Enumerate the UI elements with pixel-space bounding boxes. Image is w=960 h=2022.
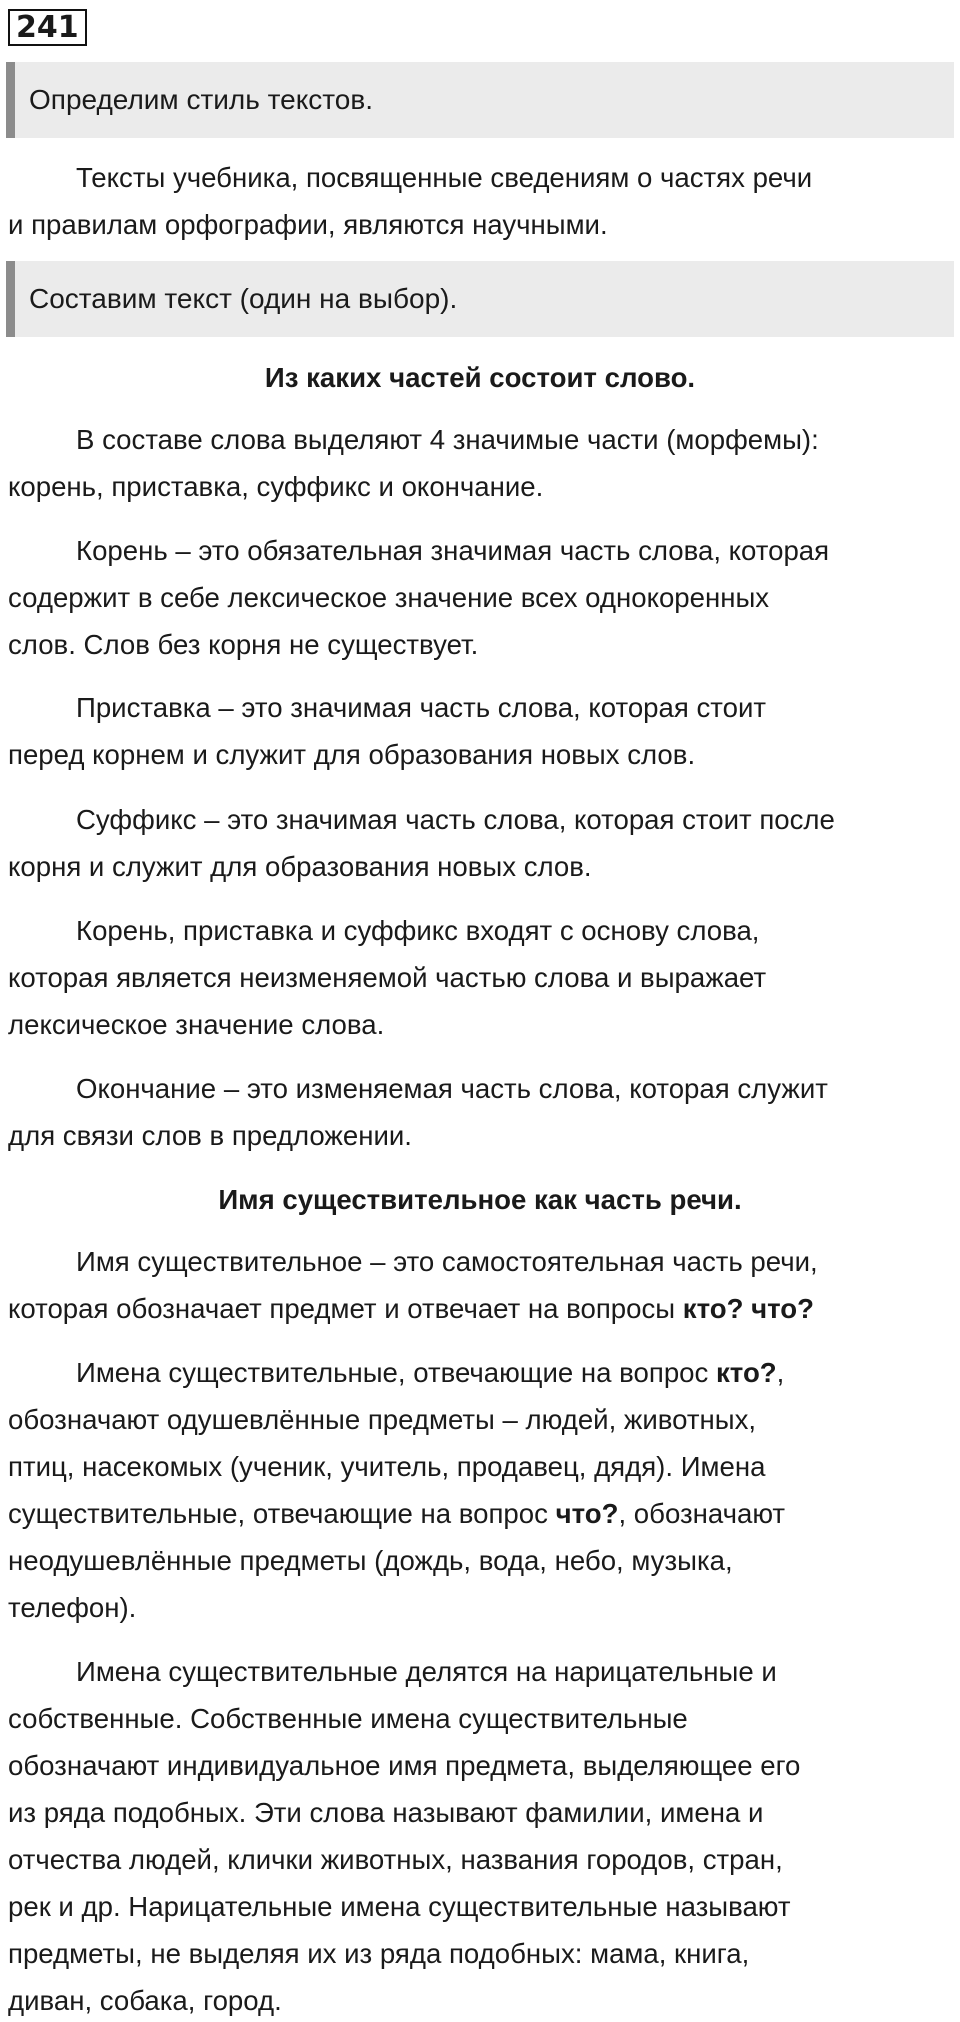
- text-line: лексическое значение слова.: [8, 1009, 385, 1040]
- task-number-box: [8, 9, 87, 46]
- text-run: , обозначают: [618, 1498, 786, 1529]
- text-line: Имена существительные делятся на нарицательные и: [76, 1656, 777, 1687]
- bold-questions: кто? что?: [682, 1293, 814, 1324]
- text-line: [76, 1359, 784, 1387]
- text-line: Суффикс – это значимая часть слова, которая стоит после: [76, 804, 835, 835]
- text-line: слов. Слов без корня не существует.: [8, 629, 479, 660]
- section-heading-noun: Имя существительное как часть речи.: [218, 1184, 742, 1215]
- text-line: [8, 1500, 785, 1528]
- text-line: для связи слов в предложении.: [8, 1120, 412, 1151]
- text-line: обозначают индивидуальное имя предмета, выделяющее его: [8, 1750, 801, 1781]
- text-line: отчества людей, клички животных, названия городов, стран,: [8, 1844, 783, 1875]
- section-heading-word-parts: Из каких частей состоит слово.: [264, 362, 696, 393]
- text-line: и правилам орфографии, являются научными.: [8, 209, 608, 240]
- text-run: Имена существительные, отвечающие на вопрос: [76, 1357, 716, 1388]
- section-banner-style: [6, 62, 954, 138]
- text-line: Окончание – это изменяемая часть слова, которая служит: [76, 1073, 828, 1104]
- text-line: корня и служит для образования новых слов.: [8, 851, 592, 882]
- text-line: Корень – это обязательная значимая часть слова, которая: [76, 535, 830, 566]
- text-line: которая является неизменяемой частью слова и выражает: [8, 962, 767, 993]
- banner-text: Определим стиль текстов.: [29, 84, 374, 115]
- text-run: существительные, отвечающие на вопрос: [8, 1498, 556, 1529]
- text-line: неодушевлённые предметы (дождь, вода, небо, музыка,: [8, 1545, 733, 1576]
- text-line: из ряда подобных. Эти слова называют фамилии, имена и: [8, 1797, 764, 1828]
- text-line: [8, 1295, 814, 1323]
- text-line: корень, приставка, суффикс и окончание.: [8, 471, 544, 502]
- bold-question-what: что?: [555, 1498, 619, 1529]
- text-line: В составе слова выделяют 4 значимые части (морфемы):: [76, 424, 819, 455]
- text-line: Корень, приставка и суффикс входят с основу слова,: [76, 915, 760, 946]
- text-line: Приставка – это значимая часть слова, которая стоит: [76, 692, 766, 723]
- text-run: которая обозначает предмет и отвечает на вопросы: [8, 1293, 683, 1324]
- text-line: обозначают одушевлённые предметы – людей, животных,: [8, 1404, 757, 1435]
- text-line: рек и др. Нарицательные имена существительные называют: [8, 1891, 791, 1922]
- text-line: Тексты учебника, посвященные сведениям о частях речи: [76, 162, 813, 193]
- banner-text: Составим текст (один на выбор).: [29, 283, 458, 314]
- text-line: перед корнем и служит для образования новых слов.: [8, 739, 696, 770]
- bold-question-who: кто?: [715, 1357, 777, 1388]
- text-run: ,: [776, 1357, 785, 1388]
- text-line: птиц, насекомых (ученик, учитель, продавец, дядя). Имена: [8, 1451, 766, 1482]
- section-banner-compose: [6, 261, 954, 337]
- text-line: телефон).: [8, 1592, 137, 1623]
- text-line: диван, собака, город.: [8, 1985, 282, 2016]
- task-number: 241: [16, 10, 79, 45]
- text-line: Имя существительное – это самостоятельная часть речи,: [76, 1246, 818, 1277]
- text-line: предметы, не выделяя их из ряда подобных: мама, книга,: [8, 1938, 750, 1969]
- text-line: содержит в себе лексическое значение всех однокоренных: [8, 582, 770, 613]
- text-line: собственные. Собственные имена существительные: [8, 1703, 688, 1734]
